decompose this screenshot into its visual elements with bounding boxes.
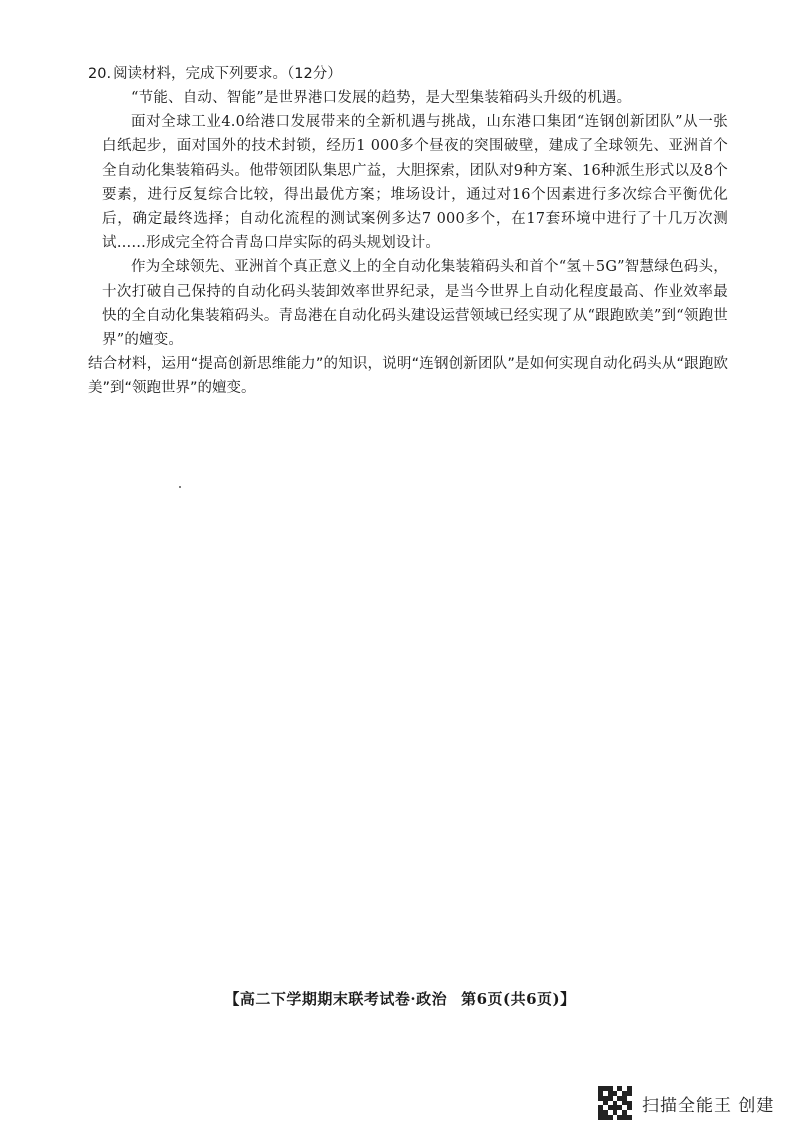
page-number: 第6页(共6页)】	[461, 990, 576, 1008]
question-instruction: 阅读材料，完成下列要求。（12分）	[113, 66, 342, 82]
page-footer	[0, 988, 800, 1009]
question-number: 20.	[88, 66, 112, 82]
exam-title: 【高二下学期期末联考试卷·政治	[224, 990, 448, 1008]
material-paragraph-3: 作为全球领先、亚洲首个真正意义上的全自动化集装箱码头和首个“氢＋5G”智慧绿色码头，十次打破自己保持的自动化码头装卸效率世界纪录，是当今世界上自动化程度最高、作业效率最快的全自动化集装箱码头。青岛港在自动化码头建设运营领域已经实现了从“跟跑欧美”到“领跑世界”的嬗变。	[102, 259, 728, 349]
question-20	[88, 62, 728, 400]
question-heading	[88, 62, 728, 86]
material-paragraph-1: “节能、自动、智能”是世界港口发展的趋势，是大型集装箱码头升级的机遇。	[131, 90, 632, 106]
question-requirement: 结合材料，运用“提高创新思维能力”的知识，说明“连钢创新团队”是如何实现自动化码头从“跟跑欧美”到“领跑世界”的嬗变。	[88, 356, 728, 397]
reading-material	[102, 86, 728, 352]
watermark-text: 扫描全能王 创建	[642, 1095, 775, 1116]
scan-speck	[179, 486, 181, 488]
material-paragraph-2: 面对全球工业4.0给港口发展带来的全新机遇与挑战，山东港口集团“连钢创新团队”从一张白纸起步，面对国外的技术封锁，经历1 000多个昼夜的突围破壁，建成了全球领先、亚洲首个全自动化集装箱码头。他带领团队集思广益，大胆探索，团队对9种方案、16种派生形式以及8个要素，进行反复综合比较，得出最优方案；堆场设计，通过对16个因素进行多次综合平衡优化后，确定最终选择；自动化流程的测试案例多达7 000多个，在17套环境中进行了十几万次测试……形成完全符合青岛口岸实际的码头规划设计。	[102, 114, 728, 252]
qr-code-icon	[598, 1086, 632, 1120]
scanner-watermark	[598, 1086, 774, 1120]
